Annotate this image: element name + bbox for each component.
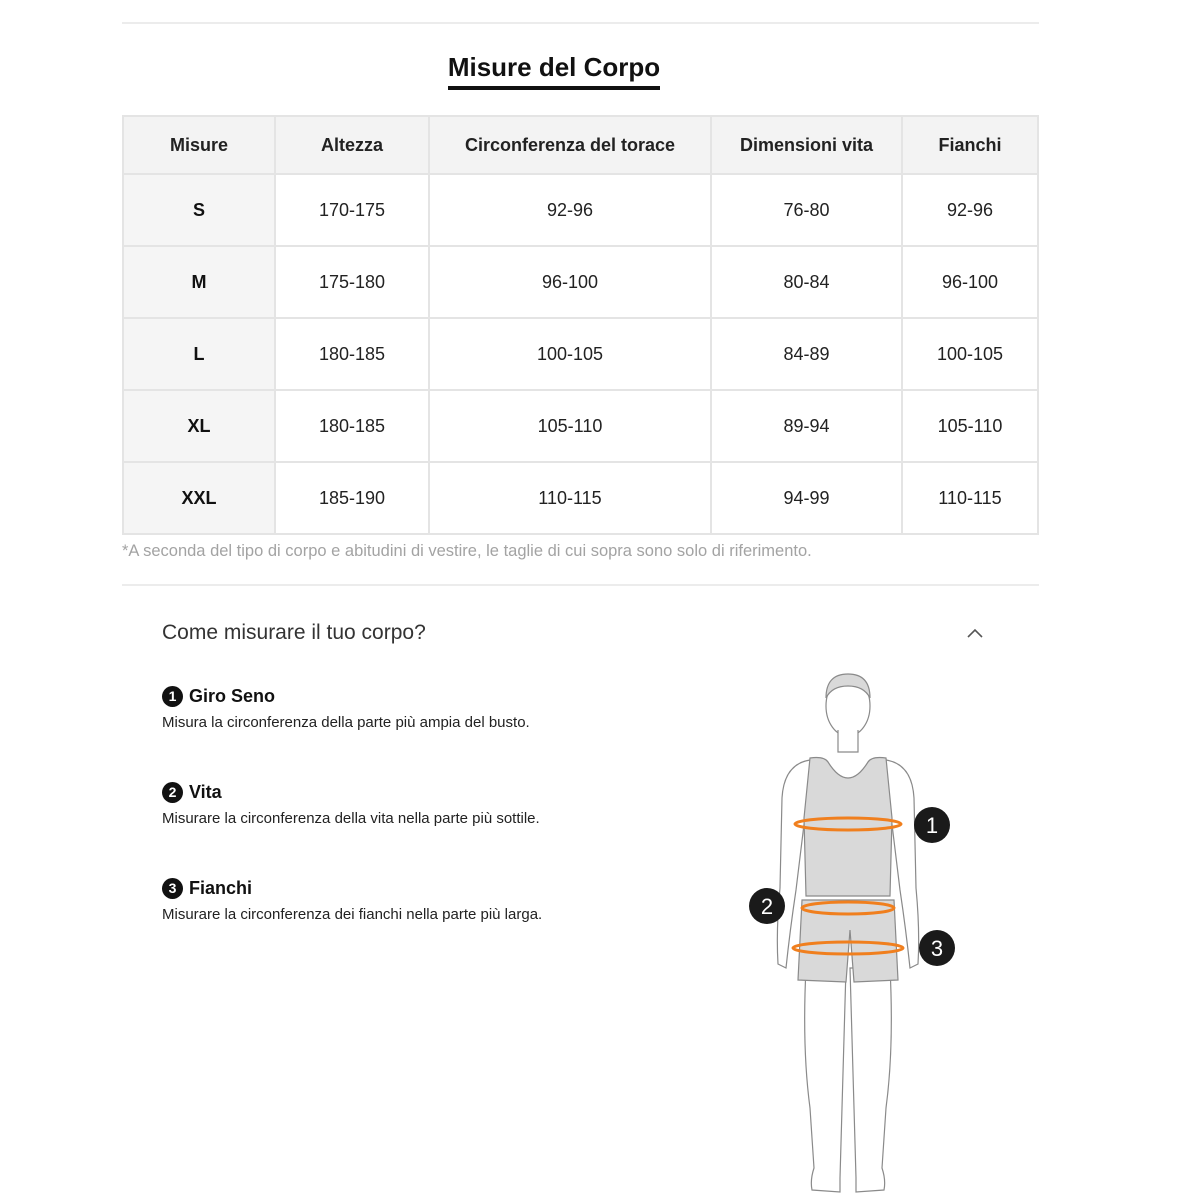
step-description: Misurare la circonferenza dei fianchi nella parte più larga.	[162, 906, 543, 923]
header-misure: Misure	[123, 116, 275, 174]
table-cell: 84-89	[711, 318, 902, 390]
section-divider	[122, 584, 1039, 586]
step-giro-seno	[162, 684, 530, 731]
top-divider	[122, 22, 1039, 24]
table-row	[123, 390, 1038, 462]
step-title: Vita	[189, 781, 222, 802]
table-cell: 96-100	[902, 246, 1038, 318]
table-cell: 100-105	[429, 318, 711, 390]
size-cell: XL	[123, 390, 275, 462]
body-silhouette-icon	[740, 668, 980, 1200]
table-cell: 80-84	[711, 246, 902, 318]
header-altezza: Altezza	[275, 116, 429, 174]
step-number-badge: 2	[162, 782, 183, 803]
svg-text:2: 2	[760, 894, 774, 919]
body-measurement-figure	[740, 668, 980, 1200]
table-header-row	[123, 116, 1038, 174]
page-title: Misure del Corpo	[0, 52, 1108, 90]
table-cell: 175-180	[275, 246, 429, 318]
svg-text:1: 1	[925, 813, 939, 838]
reference-note: *A seconda del tipo di corpo e abitudini di vestire, le taglie di cui sopra sono solo di riferimento.	[122, 542, 812, 560]
step-description: Misura la circonferenza della parte più ampia del busto.	[162, 714, 530, 731]
table-cell: 105-110	[902, 390, 1038, 462]
table-cell: 105-110	[429, 390, 711, 462]
table-cell: 185-190	[275, 462, 429, 534]
step-vita	[162, 780, 540, 827]
step-number-badge: 3	[162, 878, 183, 899]
step-title: Giro Seno	[189, 685, 276, 706]
table-row	[123, 318, 1038, 390]
table-cell: 89-94	[711, 390, 902, 462]
table-row	[123, 462, 1038, 534]
size-table	[122, 115, 1039, 535]
how-to-measure-title[interactable]: Come misurare il tuo corpo?	[162, 621, 426, 644]
header-torace: Circonferenza del torace	[429, 116, 711, 174]
table-cell: 94-99	[711, 462, 902, 534]
step-description: Misurare la circonferenza della vita nella parte più sottile.	[162, 810, 540, 827]
table-cell: 100-105	[902, 318, 1038, 390]
header-vita: Dimensioni vita	[711, 116, 902, 174]
size-cell: L	[123, 318, 275, 390]
size-cell: S	[123, 174, 275, 246]
table-cell: 180-185	[275, 390, 429, 462]
table-cell: 110-115	[429, 462, 711, 534]
table-cell: 92-96	[902, 174, 1038, 246]
size-cell: M	[123, 246, 275, 318]
table-cell: 170-175	[275, 174, 429, 246]
header-fianchi: Fianchi	[902, 116, 1038, 174]
table-cell: 180-185	[275, 318, 429, 390]
svg-text:3: 3	[930, 936, 944, 961]
table-row	[123, 246, 1038, 318]
step-fianchi	[162, 876, 542, 923]
table-cell: 76-80	[711, 174, 902, 246]
step-number-badge: 1	[162, 686, 183, 707]
table-row	[123, 174, 1038, 246]
size-cell: XXL	[123, 462, 275, 534]
table-cell: 110-115	[902, 462, 1038, 534]
table-cell: 92-96	[429, 174, 711, 246]
table-cell: 96-100	[429, 246, 711, 318]
chevron-up-icon[interactable]	[966, 626, 984, 640]
step-title: Fianchi	[189, 877, 253, 898]
